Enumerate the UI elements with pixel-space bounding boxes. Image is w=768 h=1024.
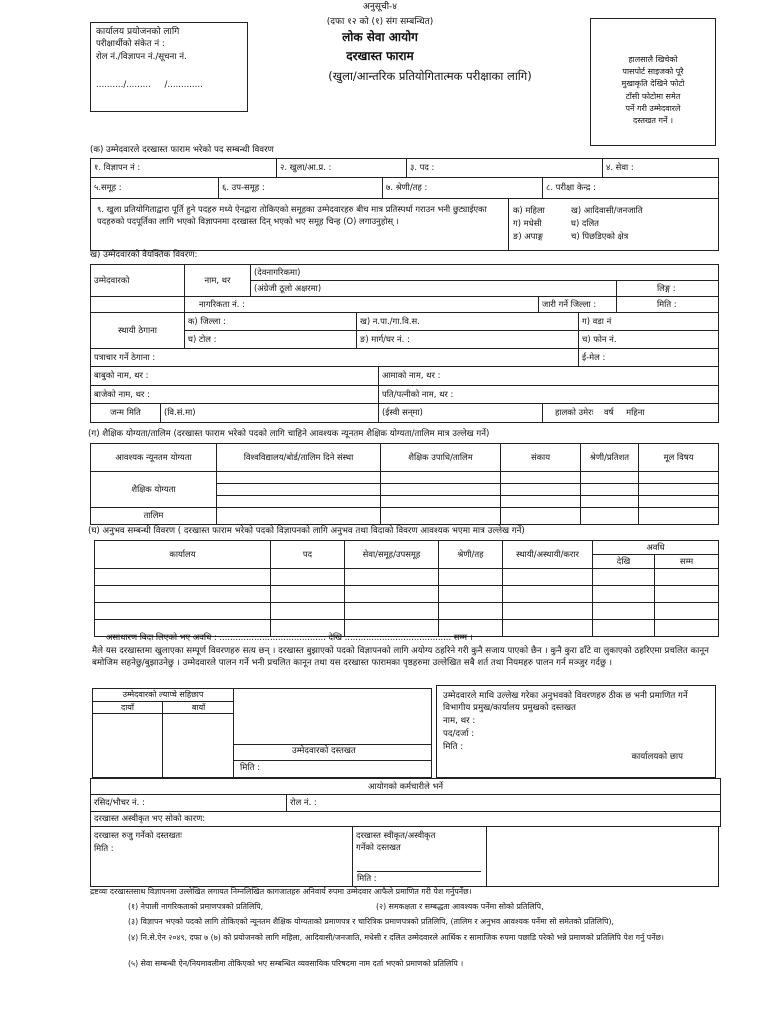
training-cell[interactable] xyxy=(217,508,381,525)
exp-cell[interactable] xyxy=(655,620,719,637)
candidate-signature-line[interactable] xyxy=(234,744,432,745)
roll-number-label: रोल नं./विज्ञापन नं./सूचना नं. xyxy=(96,52,187,63)
postal-address-field[interactable]: पत्राचार गर्ने ठेगाना : xyxy=(91,349,579,367)
reserved-group-table xyxy=(90,198,719,251)
exp-cell[interactable] xyxy=(345,569,439,586)
advertisement-no-field[interactable]: १. विज्ञापन नं : xyxy=(91,159,277,178)
office-stamp-label: कार्यालयको छाप xyxy=(631,751,683,762)
verifier-post-field[interactable]: पद/दर्जा : xyxy=(443,728,475,739)
spouse-name-field[interactable]: पति/पत्नीको नाम, थर : xyxy=(379,386,719,404)
exp-col-period: अवधि xyxy=(593,541,719,555)
exp-cell[interactable] xyxy=(439,569,503,586)
symbol-number-label: परीक्षार्थीको संकेत नं : xyxy=(96,39,165,50)
edu-cell[interactable] xyxy=(639,496,719,508)
exp-col-service: सेवा/समूह/उपसमूह xyxy=(345,541,439,569)
edu-cell[interactable] xyxy=(381,484,501,496)
open-internal-field[interactable]: २. खुला/आ.प्र. : xyxy=(277,159,407,178)
group-indigenous[interactable]: ख) आदिवासी/जनजाति xyxy=(571,205,643,215)
edu-cell[interactable] xyxy=(501,472,581,484)
exp-col-type: स्थायी/अस्थायी/करार xyxy=(503,541,593,569)
grandfather-name-field[interactable]: बाजेको नाम, थर : xyxy=(91,386,379,404)
edu-col-degree: शैक्षिक उपाधि/तालिम xyxy=(381,444,501,472)
section-kha-heading: ख) उम्मेदवारको वैयक्तिक विवरण: xyxy=(90,250,198,260)
photo-instruction-1: हालसालै खिचेको xyxy=(628,55,678,64)
candidate-date-line xyxy=(234,760,432,761)
edu-cell[interactable] xyxy=(501,484,581,496)
approver-date-label: मिति : xyxy=(357,871,481,884)
group-madhesi[interactable]: ग) मधेसी xyxy=(513,218,542,229)
section-ka-heading: (क) उम्मेदवारले दरखास्त फाराम भरेको पद सम्बन्धी विवरण xyxy=(90,145,274,155)
exp-cell[interactable] xyxy=(593,586,655,603)
exp-col-office: कार्यालय xyxy=(95,541,271,569)
citizenship-date-field[interactable]: मिति : xyxy=(617,297,719,313)
exp-cell[interactable] xyxy=(593,569,655,586)
citizenship-number-field[interactable]: नागरिकता नं. : xyxy=(185,297,539,313)
personal-details-table xyxy=(90,264,719,313)
exp-cell[interactable] xyxy=(503,569,593,586)
verification-text: उम्मेदवारले माथि उल्लेख गरेका अनुभवको विवरणहरु ठीक छ भनी प्रमाणित गर्ने विभागीय प्रमुख/कार्यालय प्रमुखको दस्तखत xyxy=(443,691,688,714)
photo-instruction-4: टाँसी फोटोमा समेत xyxy=(625,91,681,101)
candidate-date-label[interactable]: मिति : xyxy=(240,763,261,773)
exp-cell[interactable] xyxy=(503,620,593,637)
reserved-group-instruction: ९. खुला प्रतियोगिताद्वारा पूर्ति हुने पदहरु मध्ये ऐनद्वारा तोकिएको समूहका उम्मेदवारहरु बीच मात्र प्रतिस्पर्धा गराउन भनी छुट्याईएका पदहरुको पदपूर्तिका लागि भएको विज्ञापनमा दरखास्त दिन् भएको भए समूह चिन्ह (O) लगाउनुहोस् । xyxy=(91,199,509,251)
age-months-label: महिना xyxy=(626,407,645,418)
section-ga-heading: (ग) शैक्षिक योग्यता/तालिम (दरखास्त फाराम भरेको पदको लागि चाहिने आवश्यक न्यूनतम शैक्षिक योग्यता/तालिम मात्र उल्लेख गर्ने) xyxy=(88,429,490,439)
name-english-field[interactable]: (अंग्रेजी ठूलो अक्षरमा) xyxy=(251,281,617,297)
exp-cell[interactable] xyxy=(95,586,271,603)
notes-intro: द्रष्टव्यः दरखास्तसाथ विज्ञापनमा उल्लेखित लगायत निम्नलिखित कागजातहरु अनिवार्य रुपमा उम्मेदवार आफैले प्रमाणित गरी पेश गर्नुपर्नेछ। xyxy=(90,887,472,896)
ward-field[interactable]: ग) वडा नं xyxy=(579,313,719,331)
road-house-field[interactable]: ङ) मार्ग/घर नं. : xyxy=(357,331,579,349)
current-age-field[interactable] xyxy=(543,404,719,423)
commission-use-table xyxy=(90,778,721,827)
edu-col-division: श्रेणी/प्रतिशत xyxy=(581,444,639,472)
edu-cell[interactable] xyxy=(217,484,381,496)
class-level-field[interactable]: ७. श्रेणी/तह : xyxy=(383,178,543,199)
edu-col-faculty: संकाय xyxy=(501,444,581,472)
dob-ad-field[interactable]: (ईस्वी सन्‌मा) xyxy=(379,404,543,423)
gender-field[interactable]: लिङ्ग : xyxy=(617,281,719,297)
edu-cell[interactable] xyxy=(381,496,501,508)
verifier-date-field[interactable]: मिति : xyxy=(443,741,464,752)
dob-label: जन्म मिति xyxy=(91,404,161,423)
dob-table xyxy=(90,403,719,423)
exp-cell[interactable] xyxy=(503,586,593,603)
verification-box xyxy=(436,685,716,778)
post-details-table-row2 xyxy=(90,177,719,199)
exp-cell[interactable] xyxy=(593,620,655,637)
contact-family-table xyxy=(90,348,719,404)
edu-row-academic-label: शैक्षिक योग्यता xyxy=(91,472,217,508)
photo-instruction-2: पासपोर्ट साइजको पूरै xyxy=(622,67,684,77)
exp-col-from: देखि xyxy=(593,555,655,569)
group-women[interactable]: क) महिला xyxy=(513,205,545,215)
commission-name: लोक सेवा आयोग xyxy=(342,30,418,44)
edu-cell[interactable] xyxy=(581,484,639,496)
thumb-left-box[interactable] xyxy=(163,714,234,778)
service-field[interactable]: ४. सेवा : xyxy=(603,159,719,178)
approver-signature-label-1: दरखास्त स्वीकृत/अस्वीकृत xyxy=(356,830,436,840)
exp-cell[interactable] xyxy=(345,586,439,603)
note-5: (५) सेवा सम्बन्धी ऐन/नियमावलीमा तोकिएको भए सम्बन्धित व्यवसायिक परिषदमा नाम दर्ता भएको प्रमाणको प्रतिलिपि । xyxy=(128,959,464,968)
experience-table xyxy=(94,540,719,637)
edu-col-major: मूल विषय xyxy=(639,444,719,472)
district-field[interactable]: क) जिल्ला : xyxy=(185,313,357,331)
office-use-box xyxy=(90,22,248,112)
education-table xyxy=(90,443,719,525)
note-2: (२) समकक्षता र सम्बद्धता आवश्यक पर्नेमा सोको प्रतिलिपि, xyxy=(376,902,544,911)
edu-cell[interactable] xyxy=(381,472,501,484)
father-name-field[interactable]: बाबुको नाम, थर : xyxy=(91,367,379,386)
edu-cell[interactable] xyxy=(581,496,639,508)
commission-roll-number-field[interactable]: रोल नं. : xyxy=(287,795,721,812)
checker-signature-cell[interactable] xyxy=(91,827,353,887)
exp-cell[interactable] xyxy=(271,603,345,620)
declaration-text: मैले यस दरखास्तमा खुलाएका सम्पूर्ण विवरणहरु सत्य छन् । दरखास्त बुझाएको पदको विज्ञापनको लागि अयोग्य ठहरिने गरी कुनै सजाय पाएको छैन । कुनै कुरा ढाँटे वा लुकाएको ठहरिएमा प्रचलित कानून बमोजिम सहनेछु/बुझाउनेछु । उम्मेदवारले पालन गर्ने भनी प्रचलित कानून तथा यस दरखास्त फारामका पृष्ठहरुमा उल्लेखित सबै शर्त तथा नियमहरु पालन गर्न मञ्जुर गर्दछु । xyxy=(92,646,709,669)
group-dalit[interactable]: घ) दलित xyxy=(571,218,599,229)
exp-cell[interactable] xyxy=(503,603,593,620)
thumbprint-title: उम्मेदवारको ल्याप्चे सहिछाप xyxy=(122,690,204,699)
exp-cell[interactable] xyxy=(655,569,719,586)
schedule-label: अनुसूची-४ xyxy=(363,2,397,12)
group-field[interactable]: ५.समूह : xyxy=(91,178,219,199)
post-field[interactable]: ३. पद : xyxy=(407,159,603,178)
exp-cell[interactable] xyxy=(655,603,719,620)
checker-date-label: मिति : xyxy=(94,842,114,853)
issued-district-field[interactable]: जारी गर्ने जिल्ला : xyxy=(539,297,617,313)
training-cell[interactable] xyxy=(581,508,639,525)
edu-cell[interactable] xyxy=(217,496,381,508)
training-cell[interactable] xyxy=(501,508,581,525)
group-disabled[interactable]: ङ) अपाङ्ग xyxy=(513,231,543,242)
thumb-right-box[interactable] xyxy=(92,714,163,778)
group-backward-region[interactable]: च) पिछडिएको क्षेत्र xyxy=(571,231,629,242)
current-age-label: हालको उमेरः xyxy=(555,407,594,418)
receipt-number-field[interactable]: रसिद/भौचर नं. : xyxy=(91,795,287,812)
approver-signature-label-2: गर्नेको दस्तखत xyxy=(356,841,401,852)
candidate-signature-label: उम्मेदवारको दस्तखत xyxy=(292,746,356,756)
exp-cell[interactable] xyxy=(593,603,655,620)
form-title: दरखास्त फाराम xyxy=(346,49,414,63)
roll-number-blanks[interactable]: ........../......... /............. xyxy=(96,80,203,91)
mother-name-field[interactable]: आमाको नाम, थर : xyxy=(379,367,719,386)
edu-cell[interactable] xyxy=(501,496,581,508)
name-surname-label: नाम, थर xyxy=(185,265,251,297)
edu-cell[interactable] xyxy=(217,472,381,484)
edu-col-min-qualification: आवश्यक न्यूनतम योग्यता xyxy=(91,444,217,472)
exp-cell[interactable] xyxy=(95,569,271,586)
exam-center-field[interactable]: ८. परीक्षा केन्द्र : xyxy=(543,178,719,199)
exp-cell[interactable] xyxy=(345,603,439,620)
phone-field[interactable]: च) फोन नं. xyxy=(579,331,719,349)
form-subtitle: (खुला/आन्तरिक प्रतियोगितात्मक परीक्षाका लागि) xyxy=(328,69,532,83)
municipality-field[interactable]: ख) न.पा./गा.वि.स. xyxy=(357,313,579,331)
post-details-table xyxy=(90,158,719,178)
photo-instruction-3: मुखाकृति देखिने फोटो xyxy=(621,79,685,89)
exp-cell[interactable] xyxy=(271,586,345,603)
checker-signature-label: दरखास्त रुजु गर्नेको दस्तखतः xyxy=(94,830,182,840)
edu-cell[interactable] xyxy=(581,472,639,484)
exp-cell[interactable] xyxy=(95,603,271,620)
permanent-address-table xyxy=(90,312,719,349)
thumb-right-label: दायाँ xyxy=(120,703,135,712)
verifier-name-field[interactable]: नाम, थर : xyxy=(443,715,476,726)
exp-col-post: पद xyxy=(271,541,345,569)
exp-col-level: श्रेणी/तह xyxy=(439,541,503,569)
exp-cell[interactable] xyxy=(439,603,503,620)
edu-row-training-label: तालिम xyxy=(91,508,217,525)
edu-cell[interactable] xyxy=(639,484,719,496)
reserved-group-options xyxy=(509,199,719,251)
photo-box[interactable] xyxy=(590,18,716,146)
office-use-title: कार्यालय प्रयोजनको लागि xyxy=(96,27,180,37)
exp-cell[interactable] xyxy=(271,569,345,586)
approval-blank-cell[interactable] xyxy=(487,827,719,887)
exp-cell[interactable] xyxy=(439,586,503,603)
note-1: (१) नेपाली नागरिकताको प्रमाणपत्रको प्रतिलिपि, xyxy=(128,902,264,911)
tole-field[interactable]: घ) टोल : xyxy=(185,331,357,349)
training-cell[interactable] xyxy=(381,508,501,525)
rule-reference: (दफा १२ को (१) संग सम्बन्धित) xyxy=(326,17,434,27)
empty-cell xyxy=(91,297,185,313)
candidate-label: उम्मेदवारको xyxy=(91,265,185,297)
age-years-label: वर्ष xyxy=(603,407,614,418)
note-3: (३) विज्ञापन भएको पदको लागि तोकिएको न्यूनतम शैक्षिक योग्यताको प्रमाणपत्र र चारित्रिक प्रमाणपत्रको प्रतिलिपि, (तालिम र अनुभव आवश्यक पर्नेमा सो समेतको प्रतिलिपि), xyxy=(128,917,615,926)
exp-col-to: सम्म xyxy=(655,555,719,569)
email-field[interactable]: ई-मेल : xyxy=(579,349,719,367)
name-devanagari-field[interactable]: (देवनागरिकमा) xyxy=(251,265,719,281)
photo-instruction-5: पर्ने गरी उम्मेदवारले xyxy=(625,103,681,113)
training-cell[interactable] xyxy=(639,508,719,525)
edu-col-institution: विश्वविद्यालय/बोर्ड/तालिम दिने संस्था xyxy=(217,444,381,472)
photo-instruction-6: दस्तखत गर्ने । xyxy=(632,115,674,125)
commission-use-title: आयोगको कर्मचारीले भर्ने xyxy=(91,779,721,795)
dob-bs-field[interactable]: (वि.सं.मा) xyxy=(161,404,379,423)
permanent-address-label: स्थायी ठेगाना xyxy=(91,313,185,349)
edu-cell[interactable] xyxy=(639,472,719,484)
extraordinary-leave-line[interactable]: असाधारण बिदा लिएको भए अवधि : ........................................ देखि ........................................ सम्म । xyxy=(106,632,473,642)
sub-group-field[interactable]: ६. उप-समूह : xyxy=(219,178,383,199)
section-gha-heading: (घ) अनुभव सम्बन्धी विवरण ( दरखास्त फाराम भरेको पदको विज्ञापनको लागि अनुभव तथा विदाको विवरण आवश्यक भएमा मात्र उल्लेख गर्ने) xyxy=(88,526,525,536)
thumb-left-label: बायाँ xyxy=(191,703,206,712)
note-4: (४) नि.से.ऐन २०४९, दफा ७ (७) को प्रयोजनको लागि महिला, आदिवासी/जनजाति, मधेसी र दलित उम्मेदवारले आर्थिक र सामाजिक रुपमा पछाडि परेको भन्ने प्रमाणको प्रतिलिपि पेश गर्नु पर्नेछ। xyxy=(128,933,664,942)
approver-signature-cell[interactable] xyxy=(353,827,487,887)
exp-cell[interactable] xyxy=(655,586,719,603)
approval-table xyxy=(90,826,719,887)
rejection-reason-field[interactable]: दरखास्त अस्वीकृत भए सोको कारण: xyxy=(91,812,721,827)
